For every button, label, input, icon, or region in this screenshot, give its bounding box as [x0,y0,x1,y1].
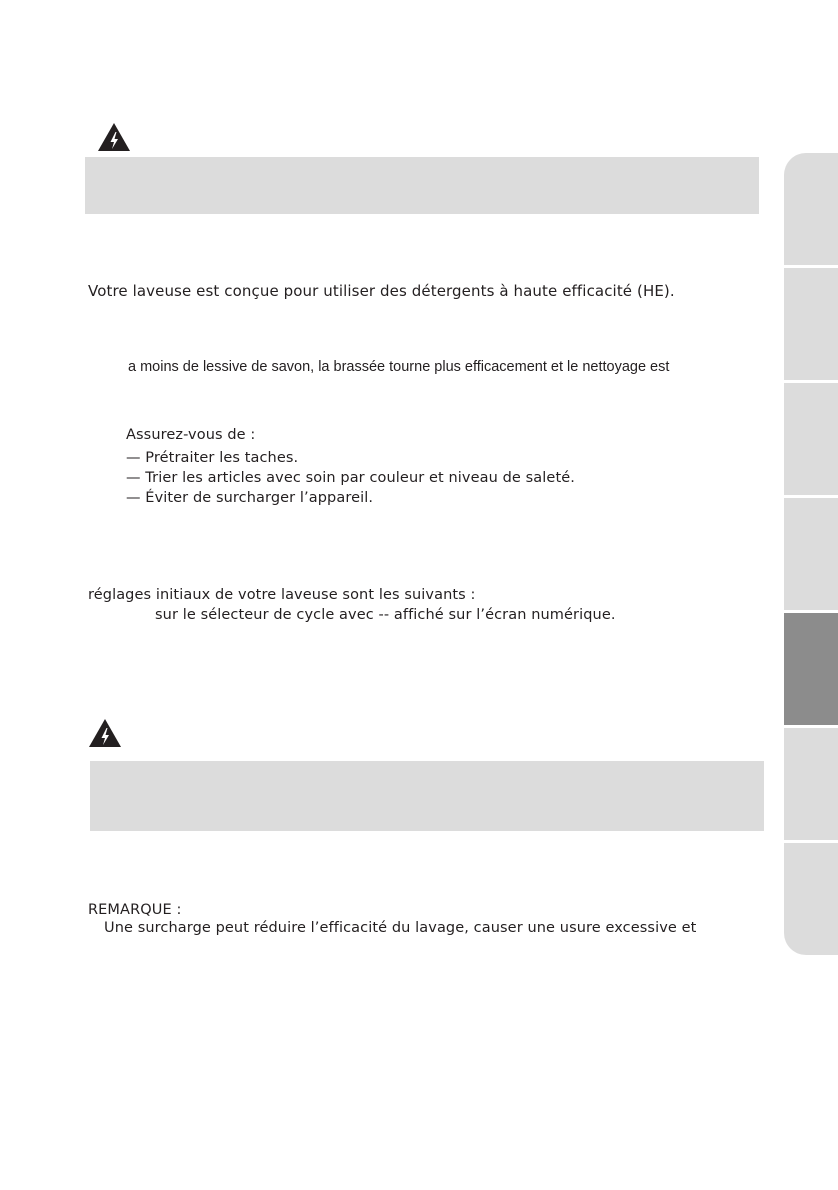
remarque-label: REMARQUE : [88,902,182,918]
assurez-item-2: — Trier les articles avec soin par couleur et niveau de saleté. [126,470,575,486]
remarque-text: Une surcharge peut réduire l’efficacité du lavage, causer une usure excessive et [104,920,697,936]
assurez-heading: Assurez-vous de : [126,427,256,443]
warning-box-1 [85,157,759,214]
side-tab-6[interactable] [784,728,838,840]
warning-electric-icon [97,122,131,152]
side-tab-1[interactable] [784,153,838,265]
side-tab-7[interactable] [784,843,838,955]
assurez-item-1: — Prétraiter les taches. [126,450,299,466]
side-tab-5[interactable] [784,613,838,725]
reglages-line-1: réglages initiaux de votre laveuse sont les suivants : [88,587,476,603]
side-tab-2[interactable] [784,268,838,380]
assurez-item-3: — Éviter de surcharger l’appareil. [126,490,374,506]
reglages-line-2: sur le sélecteur de cycle avec -- affiché sur l’écran numérique. [155,607,616,623]
side-tab-4[interactable] [784,498,838,610]
savon-text: a moins de lessive de savon, la brassée tourne plus efficacement et le nettoyage est [128,359,670,375]
warning-electric-icon [88,718,122,748]
side-tab-3[interactable] [784,383,838,495]
intro-text: Votre laveuse est conçue pour utiliser des détergents à haute efficacité (HE). [88,282,675,300]
warning-box-2 [90,761,764,831]
